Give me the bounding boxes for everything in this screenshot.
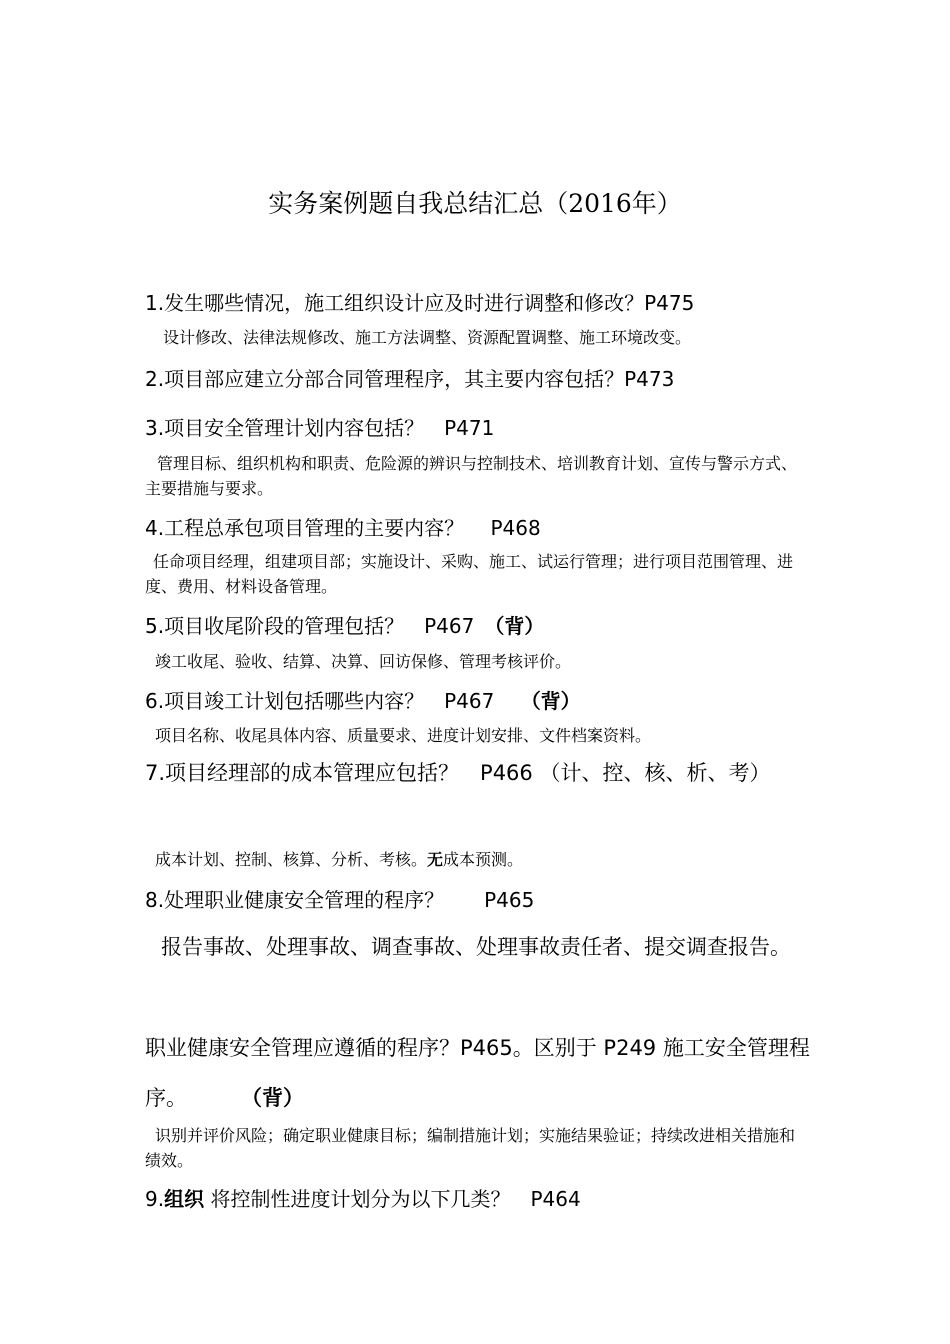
answer-4: 任命项目经理，组建项目部；实施设计、采购、施工、试运行管理；进行项目范围管理、进度、费用、材料设备管理。: [145, 552, 794, 596]
answer-8-followup: 识别并评价风险；确定职业健康目标；编制措施计划；实施结果验证；持续改进相关措施和绩效。: [145, 1126, 796, 1170]
question-4: 4.工程总承包项目管理的主要内容？ P468: [145, 516, 541, 540]
question-9-number: 9.: [145, 1187, 165, 1211]
memorize-tag: （背）: [494, 614, 545, 638]
question-7: 7.项目经理部的成本管理应包括？ P466 （计、控、核、析、考）: [145, 761, 771, 785]
question-6: [145, 685, 581, 714]
answer-7-emphasis: 无: [427, 850, 444, 869]
memorize-tag: （背）: [241, 1086, 304, 1110]
question-8: 8.处理职业健康安全管理的程序？ P465: [145, 888, 535, 912]
question-2: 2.项目部应建立分部合同管理程序，其主要内容包括？P473: [145, 367, 675, 391]
question-6-text: 6.项目竣工计划包括哪些内容？ P467: [145, 689, 521, 713]
page-title: 实务案例题自我总结汇总（2016年）: [268, 189, 682, 218]
answer-1: 设计修改、法律法规修改、施工方法调整、资源配置调整、施工环境改变。: [163, 328, 692, 347]
answer-3: 管理目标、组织机构和职责、危险源的辨识与控制技术、培训教育计划、宣传与警示方式、主要措施与要求。: [145, 454, 798, 498]
answer-8: 报告事故、处理事故、调查事故、处理事故责任者、提交调查报告。: [161, 935, 791, 959]
question-8-followup: [145, 1023, 810, 1123]
question-5: [145, 610, 544, 639]
question-1: 1.发生哪些情况，施工组织设计应及时进行调整和修改？P475: [145, 291, 695, 315]
question-5-text: 5.项目收尾阶段的管理包括？ P467: [145, 614, 495, 638]
answer-5: 竣工收尾、验收、结算、决算、回访保修、管理考核评价。: [155, 652, 572, 671]
answer-6: 项目名称、收尾具体内容、质量要求、进度计划安排、文件档案资料。: [155, 726, 652, 745]
memorize-tag: （背）: [520, 689, 581, 713]
answer-7-text: 成本计划、控制、核算、分析、考核。: [155, 850, 428, 869]
answer-7-text-end: 成本预测。: [443, 850, 524, 869]
answer-7: [145, 847, 810, 872]
question-8-followup-text: 职业健康安全管理应遵循的程序？P465。区别于 P249 施工安全管理程序。: [145, 1036, 810, 1110]
question-9-emphasis: 组织: [164, 1187, 205, 1211]
question-9-text: 将控制性进度计划分为以下几类？ P464: [204, 1187, 581, 1211]
question-3: 3.项目安全管理计划内容包括？ P471: [145, 416, 495, 440]
question-9: [145, 1183, 581, 1212]
